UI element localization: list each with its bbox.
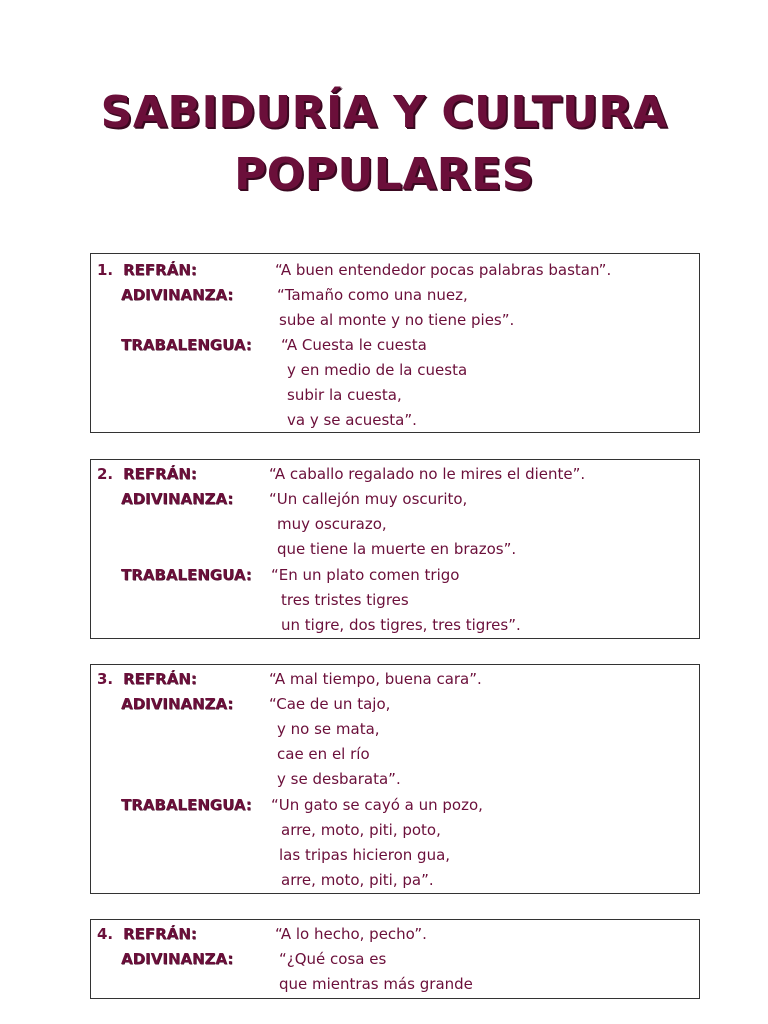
adivinanza-line: “Cae de un tajo, — [269, 695, 391, 713]
adivinanza-line: sube al monte y no tiene pies”. — [279, 311, 515, 329]
refran-label: REFRÁN: — [123, 465, 197, 483]
trabalengua-line: arre, moto, piti, pa”. — [281, 871, 434, 889]
title-line-2: POPULARES — [234, 149, 534, 200]
section-box-4 — [90, 919, 700, 999]
section-number: 4. — [97, 925, 114, 943]
page-title — [0, 82, 768, 206]
trabalengua-line: un tigre, dos tigres, tres tigres”. — [281, 616, 521, 634]
refran-text: “A caballo regalado no le mires el diente”. — [269, 465, 586, 483]
adivinanza-label: ADIVINANZA: — [121, 286, 234, 304]
adivinanza-line: “¿Qué cosa es — [279, 950, 387, 968]
adivinanza-line: que mientras más grande — [279, 975, 473, 993]
refran-label: REFRÁN: — [123, 925, 197, 943]
title-line-1: SABIDURÍA Y CULTURA — [100, 87, 668, 138]
adivinanza-line: y se desbarata”. — [277, 770, 401, 788]
refran-text: “A mal tiempo, buena cara”. — [269, 670, 482, 688]
adivinanza-label: ADIVINANZA: — [121, 490, 234, 508]
trabalengua-line: arre, moto, piti, poto, — [281, 821, 441, 839]
adivinanza-line: y no se mata, — [277, 720, 380, 738]
refran-text: “A buen entendedor pocas palabras bastan”. — [275, 261, 612, 279]
section-number: 1. — [97, 261, 114, 279]
trabalengua-label: TRABALENGUA: — [121, 796, 252, 814]
trabalengua-line: tres tristes tigres — [281, 591, 409, 609]
adivinanza-line: que tiene la muerte en brazos”. — [277, 540, 517, 558]
trabalengua-label: TRABALENGUA: — [121, 566, 252, 584]
refran-label: REFRÁN: — [123, 670, 197, 688]
section-box-3 — [90, 664, 700, 894]
trabalengua-line: va y se acuesta”. — [287, 411, 417, 429]
trabalengua-line: “Un gato se cayó a un pozo, — [271, 796, 483, 814]
adivinanza-line: muy oscurazo, — [277, 515, 387, 533]
adivinanza-label: ADIVINANZA: — [121, 695, 234, 713]
trabalengua-line: las tripas hicieron gua, — [279, 846, 451, 864]
adivinanza-label: ADIVINANZA: — [121, 950, 234, 968]
refran-text: “A lo hecho, pecho”. — [275, 925, 427, 943]
section-number: 2. — [97, 465, 114, 483]
refran-label: REFRÁN: — [123, 261, 197, 279]
trabalengua-line: “A Cuesta le cuesta — [281, 336, 427, 354]
trabalengua-line: “En un plato comen trigo — [271, 566, 460, 584]
adivinanza-line: “Un callejón muy oscurito, — [269, 490, 468, 508]
section-number: 3. — [97, 670, 114, 688]
adivinanza-line: “Tamaño como una nuez, — [277, 286, 468, 304]
section-box-2 — [90, 459, 700, 639]
section-box-1 — [90, 253, 700, 433]
trabalengua-line: subir la cuesta, — [287, 386, 402, 404]
trabalengua-line: y en medio de la cuesta — [287, 361, 468, 379]
trabalengua-label: TRABALENGUA: — [121, 336, 252, 354]
adivinanza-line: cae en el río — [277, 745, 370, 763]
